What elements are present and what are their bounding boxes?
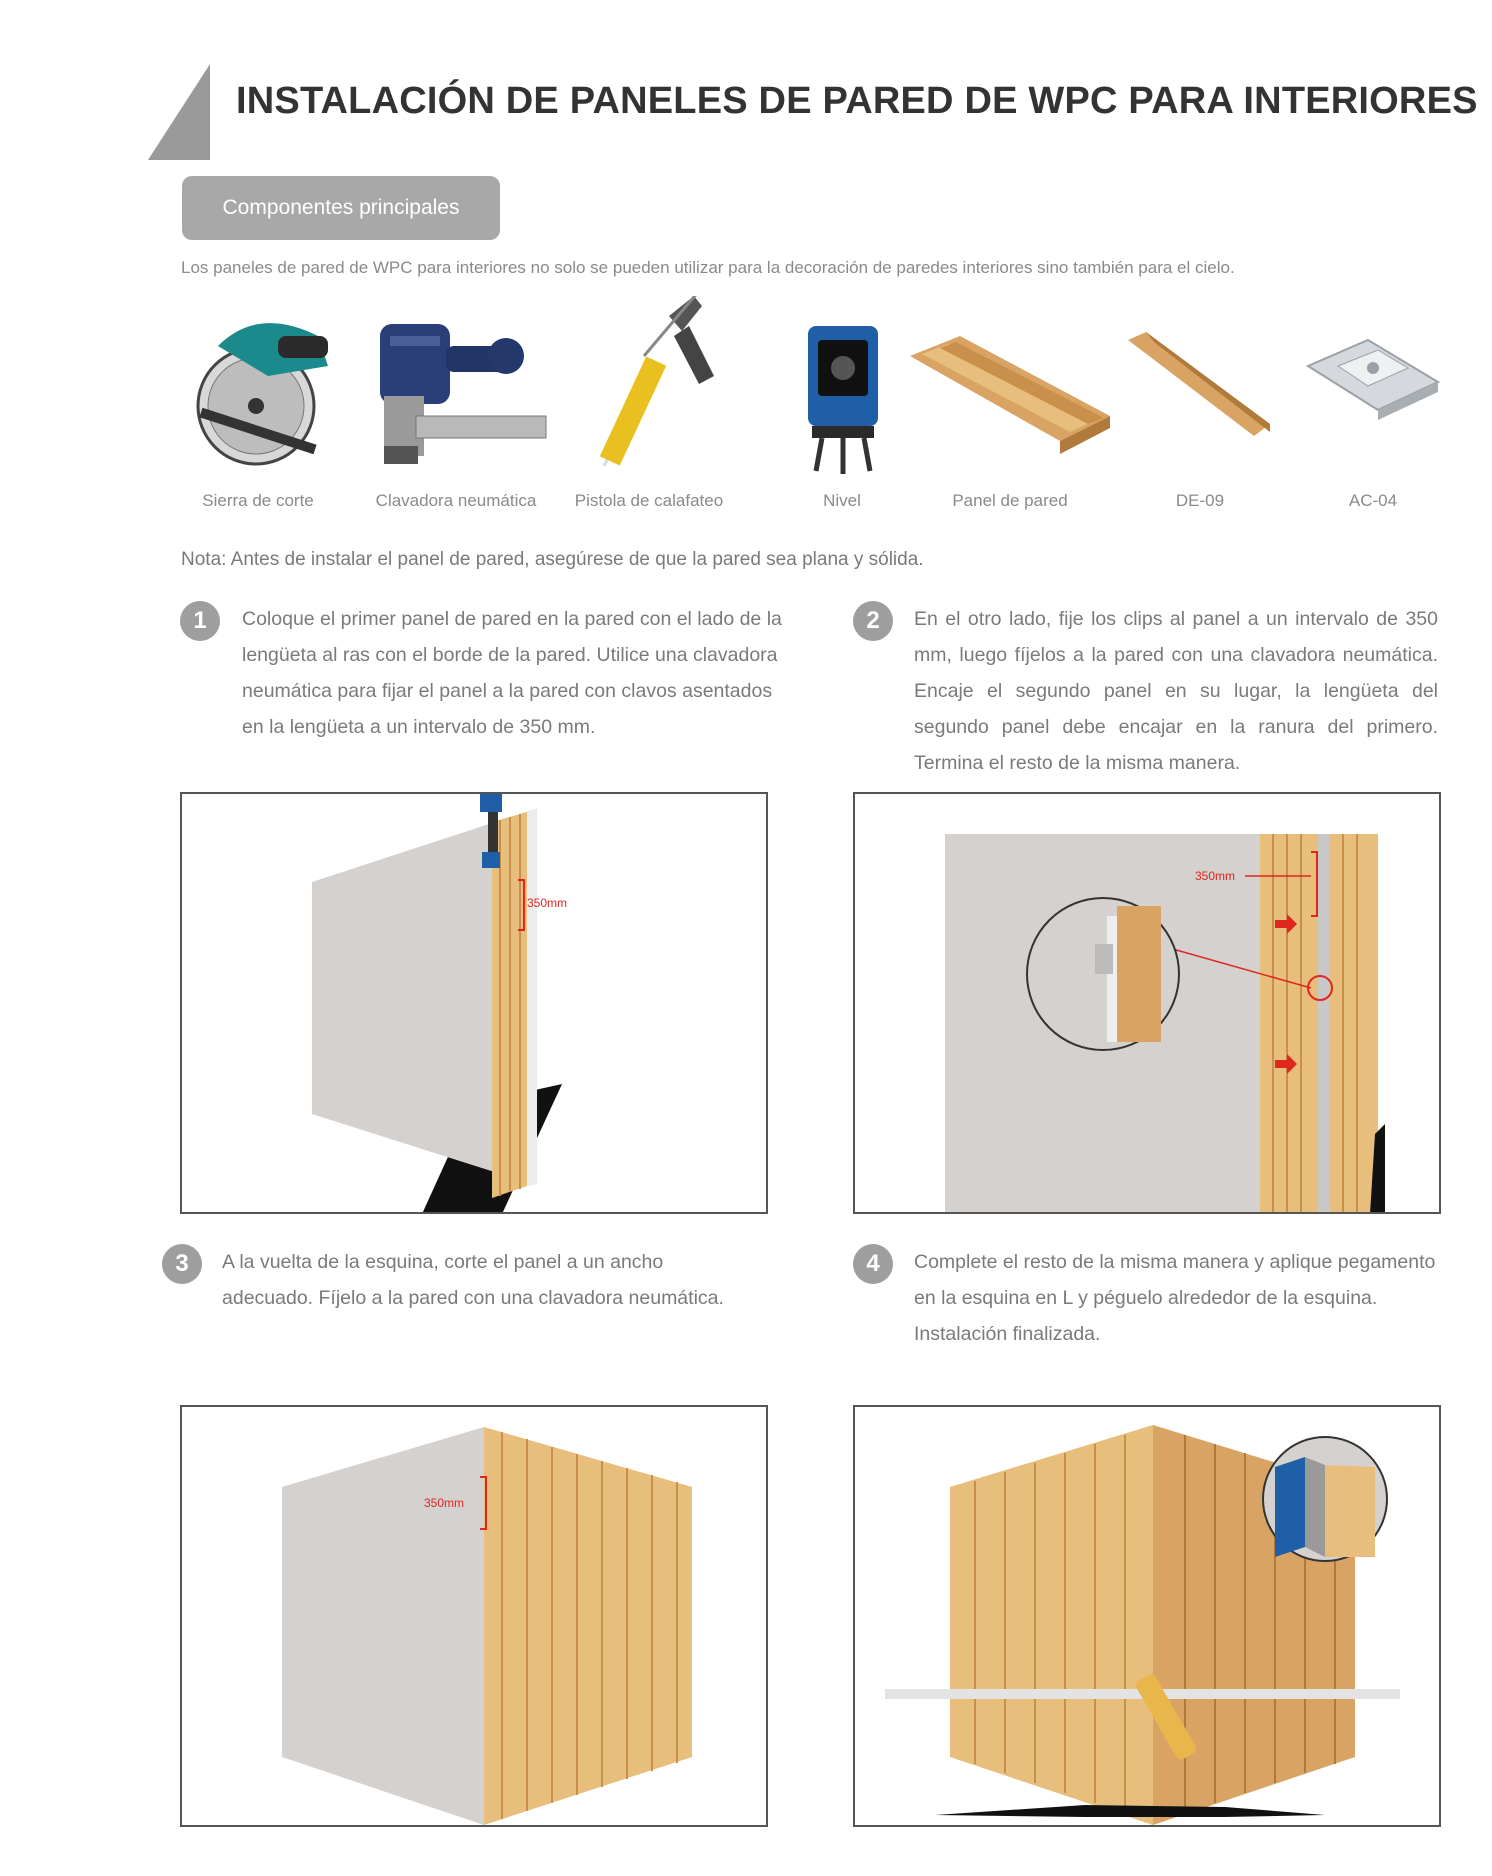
dimension-label: 350mm <box>527 896 568 910</box>
step-number-3: 3 <box>162 1244 202 1284</box>
caulking-gun-icon <box>564 296 734 476</box>
components-heading: Componentes principales <box>182 176 500 240</box>
components-intro: Los paneles de pared de WPC para interiores no solo se pueden utilizar para la decoración de paredes interiores sino también para el cielo. <box>181 258 1235 277</box>
tool-item <box>1120 296 1280 526</box>
tool-item <box>356 296 556 526</box>
clip-icon <box>1298 296 1448 476</box>
angle-trim-icon <box>1120 296 1280 476</box>
step-2-illustration <box>853 792 1441 1214</box>
step-4-body: Complete el resto de la misma manera y aplique pegamento en la esquina en L y péguelo alrededor de la esquina. <box>914 1251 1436 1309</box>
step-1-illustration <box>180 792 768 1214</box>
laser-level-icon <box>772 296 912 476</box>
step-4-finish: Instalación finalizada. <box>914 1323 1101 1345</box>
tool-item <box>178 296 338 526</box>
page-header <box>148 62 1478 162</box>
step-3-illustration <box>180 1405 768 1827</box>
tool-label: Sierra de corte <box>202 491 314 510</box>
tool-label: DE-09 <box>1175 491 1225 510</box>
step-number-2: 2 <box>853 601 893 641</box>
step-number-1: 1 <box>180 601 220 641</box>
tool-label: Pistola de calafateo <box>574 491 724 510</box>
page-title: INSTALACIÓN DE PANELES DE PARED DE WPC PARA INTERIORES <box>236 80 1478 122</box>
note-text: Nota: Antes de instalar el panel de pared, asegúrese de que la pared sea plana y sólida. <box>181 549 924 570</box>
tool-item <box>900 296 1120 526</box>
step-text-3: A la vuelta de la esquina, corte el panel a un ancho adecuado. Fíjelo a la pared con una clavadora neumática. <box>222 1251 724 1309</box>
tools-row <box>160 296 1460 526</box>
corner-triangle-icon <box>148 64 210 160</box>
nail-gun-icon <box>356 296 556 476</box>
step-4-illustration <box>853 1405 1441 1827</box>
tool-label: Panel de pared <box>952 491 1068 510</box>
step-text-2: En el otro lado, fije los clips al panel a un intervalo de 350 mm, luego fíjelos a la pared con una clavadora neumática. Encaje el segundo panel en su lugar, la lengüeta del segundo panel debe encajar en la ranura del primero. Termina el resto de la misma manera. <box>914 608 1438 774</box>
tool-label: AC-04 <box>1348 491 1398 510</box>
circular-saw-icon <box>178 296 338 476</box>
tool-item <box>564 296 734 526</box>
dimension-label: 350mm <box>1195 869 1236 883</box>
dimension-label: 350mm <box>424 1496 465 1510</box>
tool-item <box>772 296 912 526</box>
step-text-1: Coloque el primer panel de pared en la pared con el lado de la lengüeta al ras con el borde de la pared. Utilice una clavadora neumática para fijar el panel a la pared con clavos asentados en la lengüeta a un intervalo de 350 mm. <box>242 608 782 738</box>
wall-panel-icon <box>900 296 1120 476</box>
tool-label: Clavadora neumática <box>375 491 537 510</box>
step-text-4 <box>914 1244 1444 1352</box>
step-number-4: 4 <box>853 1244 893 1284</box>
tool-item <box>1298 296 1448 526</box>
tool-label: Nivel <box>823 491 861 510</box>
